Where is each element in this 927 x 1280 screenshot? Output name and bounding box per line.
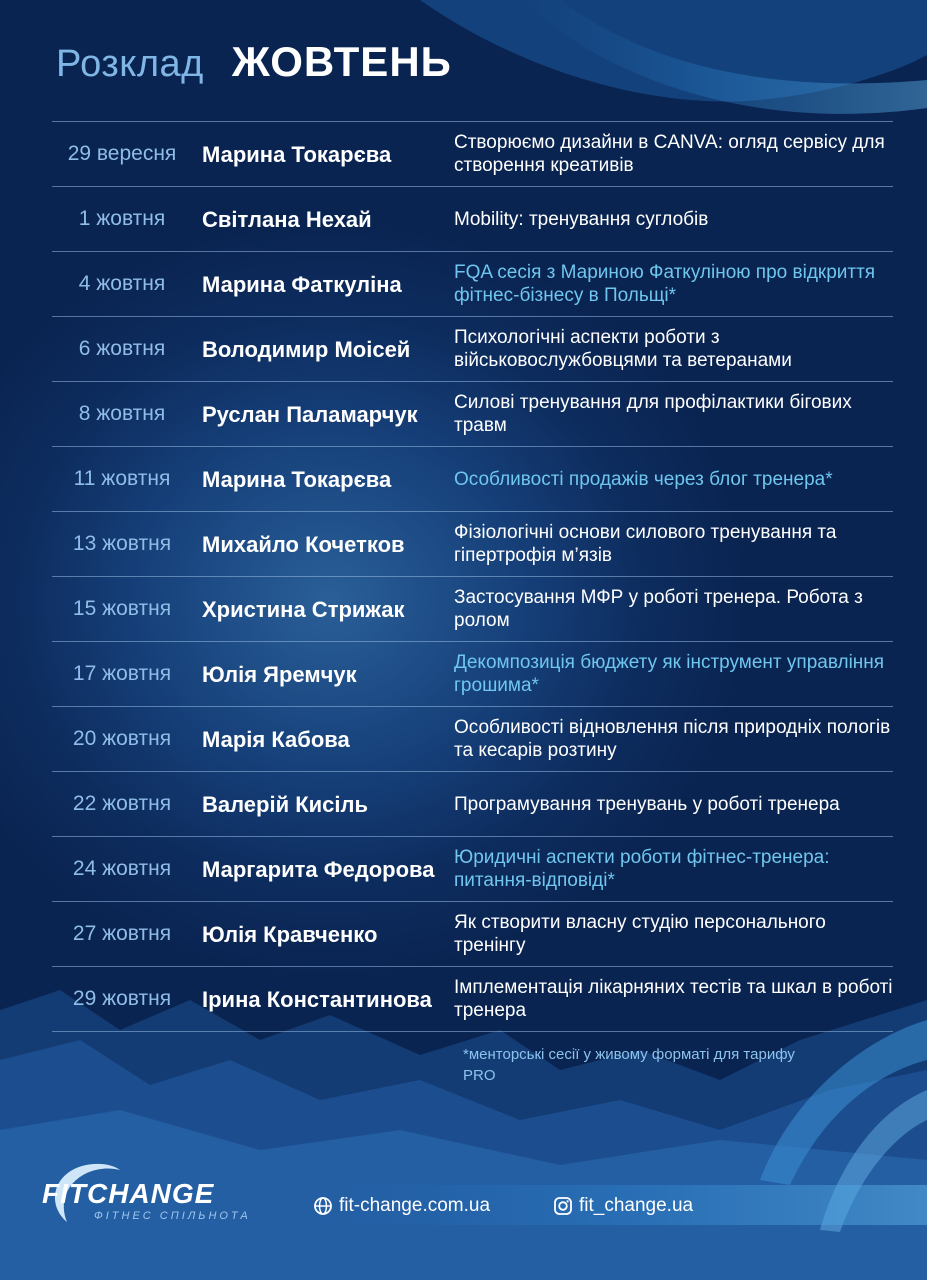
schedule-row [52,251,893,316]
session-date: 24 жовтня [72,857,172,880]
session-topic: Як створити власну студію персонального тренінгу [454,912,826,956]
speaker-name: Світлана Нехай [202,206,372,232]
session-date: 4 жовтня [78,272,166,295]
speaker-name: Юлія Яремчук [202,661,357,687]
session-topic: Особливості продажів через блог тренера* [454,468,833,490]
session-date: 17 жовтня [72,662,172,685]
page-title [56,38,452,98]
title-month: ЖОВТЕНЬ [231,38,452,85]
session-topic: Силові тренування для профілактики бігових травм [454,392,852,436]
session-date: 1 жовтня [78,207,166,230]
session-topic: Імплементація лікарняних тестів та шкал в роботі тренера [454,977,893,1021]
session-date: 22 жовтня [72,792,172,815]
speaker-name: Руслан Паламарчук [202,401,418,427]
session-date: 29 вересня [67,142,177,165]
speaker-name: Марина Фаткуліна [202,271,402,297]
session-topic: Юридичні аспекти роботи фітнес-тренера: питання-відповіді* [454,847,830,891]
instagram-text: fit_change.ua [579,1195,694,1216]
speaker-name: Марина Токарєва [202,141,392,167]
schedule-row [52,706,893,771]
session-date: 29 жовтня [72,987,172,1010]
pro-footnote: *менторські сесії у живому форматі для тарифу PRO [463,1046,795,1084]
schedule-row [52,771,893,836]
session-date: 8 жовтня [78,402,166,425]
schedule-row [52,576,893,641]
logo-wordmark: FITCHANGE [42,1178,215,1209]
session-date: 13 жовтня [72,532,172,555]
session-date: 15 жовтня [72,597,172,620]
schedule-table [52,121,893,1032]
schedule-row [52,121,893,186]
speaker-name: Марія Кабова [202,726,350,752]
instagram-link[interactable] [553,1195,693,1217]
speaker-name: Володимир Моісей [202,336,411,362]
schedule-row [52,381,893,446]
schedule-row [52,641,893,706]
session-date: 6 жовтня [78,337,166,360]
session-date: 11 жовтня [73,467,171,490]
website-link[interactable] [313,1195,490,1217]
session-topic: Особливості відновлення після природніх пологів та кесарів розтину [454,717,891,761]
speaker-name: Валерій Кисіль [202,791,369,817]
fitchange-logo [42,1160,282,1230]
globe-icon [313,1196,333,1216]
speaker-name: Ірина Константинова [202,986,432,1012]
logo-tagline: ФІТНЕС СПІЛЬНОТА [94,1210,251,1222]
session-topic: Створюємо дизайни в CANVA: огляд сервісу для створення креативів [454,132,885,176]
speaker-name: Маргарита Федорова [202,856,435,882]
session-topic: Декомпозиція бюджету як інструмент управління грошима* [454,652,885,696]
speaker-name: Христина Стрижак [202,596,405,622]
session-topic: Застосування МФР у роботі тренера. Робота з ролом [454,587,863,631]
session-topic: Mobility: тренування суглобів [454,208,709,230]
speaker-name: Михайло Кочетков [202,531,405,557]
session-date: 27 жовтня [72,922,172,945]
session-topic: Програмування тренувань у роботі тренера [454,793,840,815]
schedule-row [52,186,893,251]
session-date: 20 жовтня [72,727,172,750]
session-topic: FQA сесія з Мариною Фаткуліною про відкриття фітнес-бізнесу в Польщі* [454,262,876,306]
instagram-icon [553,1196,573,1216]
title-lead: Розклад [56,43,204,85]
schedule-row [52,901,893,966]
speaker-name: Марина Токарєва [202,466,392,492]
schedule-row [52,511,893,576]
session-topic: Фізіологічні основи силового тренування та гіпертрофія м’язів [454,522,837,566]
schedule-row [52,836,893,901]
speaker-name: Юлія Кравченко [202,921,378,947]
schedule-row [52,966,893,1032]
schedule-row [52,446,893,511]
schedule-row [52,316,893,381]
session-topic: Психологічні аспекти роботи з військовослужбовцями та ветеранами [454,327,792,371]
website-text: fit-change.com.ua [339,1195,491,1216]
